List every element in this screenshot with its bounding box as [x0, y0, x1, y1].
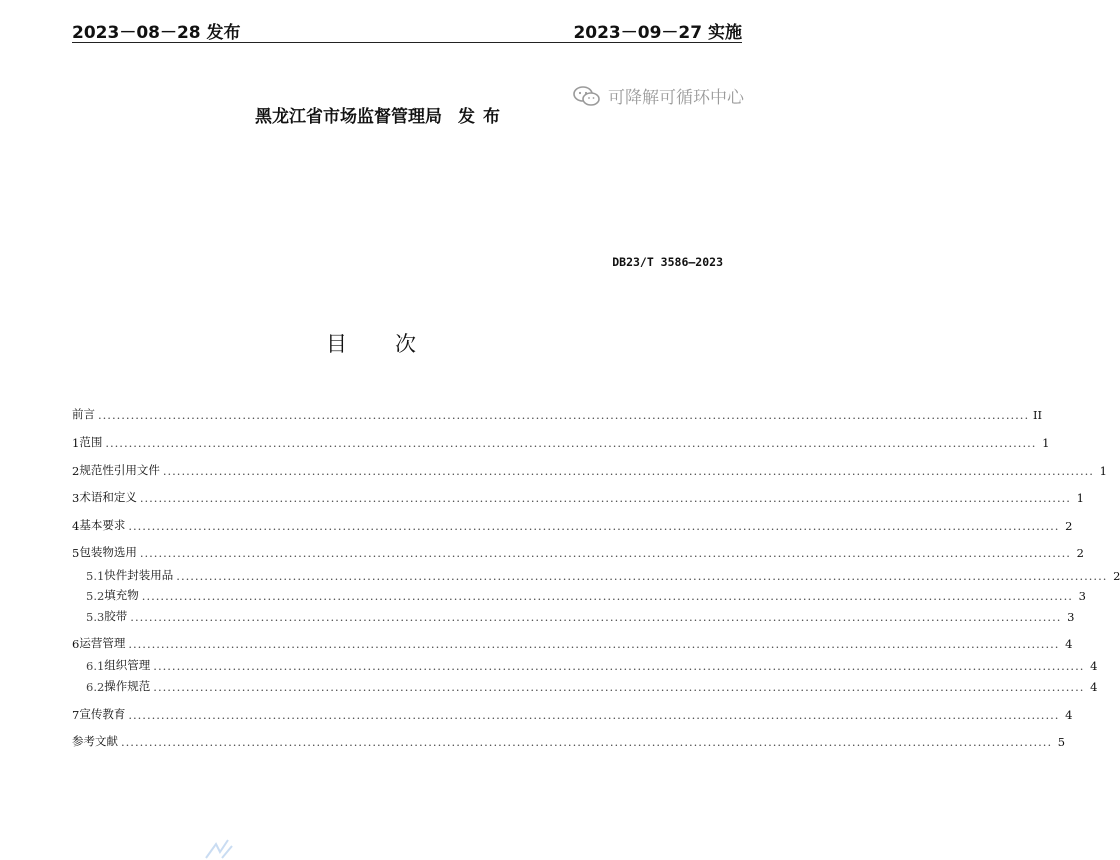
toc-row[interactable] [72, 487, 1084, 505]
standard-number: DB23/T 3586—2023 [612, 255, 723, 269]
toc-number: 5 [72, 546, 80, 560]
toc-page-number: 4 [1065, 637, 1073, 651]
toc-number: 3 [72, 491, 80, 505]
publisher-name: 黑龙江省市场监督管理局 [255, 107, 442, 127]
toc-row[interactable] [72, 655, 1098, 673]
publisher-suffix: 发布 [458, 107, 508, 127]
toc-leader: ........................................................................................................................................................................................................ [121, 735, 1053, 749]
toc-row[interactable] [72, 606, 1075, 624]
toc-entry-title: 术语和定义 [79, 490, 137, 504]
toc-entry-title: 操作规范 [104, 679, 151, 693]
toc-row[interactable] [72, 432, 1050, 450]
toc-number: 6.1 [86, 659, 105, 673]
toc-number: 5.2 [86, 589, 105, 603]
toc-leader: ........................................................................................................................................................................................................ [153, 680, 1085, 694]
toc-page-number: 2 [1065, 519, 1073, 533]
toc-entry-title: 规范性引用文件 [79, 463, 160, 477]
toc-leader: ........................................................................................................................................................................................................ [139, 546, 1071, 560]
toc-entry-title: 范围 [79, 435, 103, 449]
toc-row[interactable] [72, 676, 1098, 694]
header-rule [72, 42, 742, 43]
toc-number: 4 [72, 519, 80, 533]
toc-row[interactable] [72, 404, 1043, 422]
faint-mark [202, 838, 242, 860]
wechat-icon [572, 84, 602, 108]
issue-date: 2023－08－28 发布 [72, 23, 241, 43]
toc-page-number: 1 [1042, 436, 1050, 450]
toc-entry-title: 基本要求 [79, 518, 126, 532]
toc-entry-title: 胶带 [104, 609, 128, 623]
toc-leader: ........................................................................................................................................................................................................ [162, 464, 1094, 478]
toc-entry-title: 运营管理 [79, 636, 126, 650]
toc-page-number: 4 [1090, 680, 1098, 694]
toc-leader: ........................................................................................................................................................................................................ [141, 589, 1073, 603]
toc-entry-title: 前言 [72, 407, 95, 421]
toc-entry-title: 参考文献 [72, 734, 118, 748]
toc-row[interactable] [72, 515, 1073, 533]
toc-page-number: 5 [1057, 735, 1066, 749]
toc-row[interactable] [72, 542, 1084, 560]
toc-entry-title: 组织管理 [104, 658, 151, 672]
watermark-text: 可降解可循环中心 [608, 88, 744, 108]
toc-entry-title: 填充物 [104, 588, 139, 602]
toc-leader: ........................................................................................................................................................................................................ [98, 408, 1030, 422]
toc-number: 5.1 [86, 569, 105, 583]
toc-number: 6 [72, 637, 80, 651]
toc-row[interactable] [72, 585, 1086, 603]
toc-number: 5.3 [86, 610, 105, 624]
toc-leader: ........................................................................................................................................................................................................ [128, 637, 1060, 651]
toc-number: 6.2 [86, 680, 105, 694]
toc-title: 目次 [326, 332, 464, 356]
toc-leader: ........................................................................................................................................................................................................ [139, 491, 1071, 505]
toc-page-number: 4 [1065, 708, 1073, 722]
toc-page-number: 3 [1067, 610, 1075, 624]
watermark [572, 83, 744, 108]
toc-leader: ........................................................................................................................................................................................................ [176, 569, 1108, 583]
toc-leader: ........................................................................................................................................................................................................ [153, 659, 1085, 673]
toc-page-number: II [1033, 408, 1043, 422]
toc-number: 2 [72, 464, 80, 478]
publisher-line [255, 102, 508, 127]
toc-page-number: 4 [1090, 659, 1098, 673]
toc-row[interactable] [72, 633, 1073, 651]
toc-number: 7 [72, 708, 80, 722]
toc-row[interactable] [72, 704, 1073, 722]
toc-row[interactable] [72, 460, 1107, 478]
toc-row[interactable] [72, 565, 1120, 583]
toc-entry-title: 快件封装用品 [104, 568, 174, 582]
effective-date: 2023－09－27 实施 [573, 23, 742, 43]
toc-page-number: 2 [1113, 569, 1120, 583]
toc-leader: ........................................................................................................................................................................................................ [128, 708, 1060, 722]
toc-page-number: 1 [1099, 464, 1107, 478]
toc-leader: ........................................................................................................................................................................................................ [105, 436, 1037, 450]
toc-row[interactable] [72, 731, 1066, 749]
toc-page-number: 3 [1078, 589, 1086, 603]
toc-entry-title: 宣传教育 [79, 707, 126, 721]
toc-leader: ........................................................................................................................................................................................................ [128, 519, 1060, 533]
toc-number: 1 [72, 436, 80, 450]
toc-entry-title: 包装物选用 [79, 545, 137, 559]
toc-page-number: 2 [1076, 546, 1084, 560]
toc-page-number: 1 [1076, 491, 1084, 505]
toc-leader: ........................................................................................................................................................................................................ [130, 610, 1062, 624]
